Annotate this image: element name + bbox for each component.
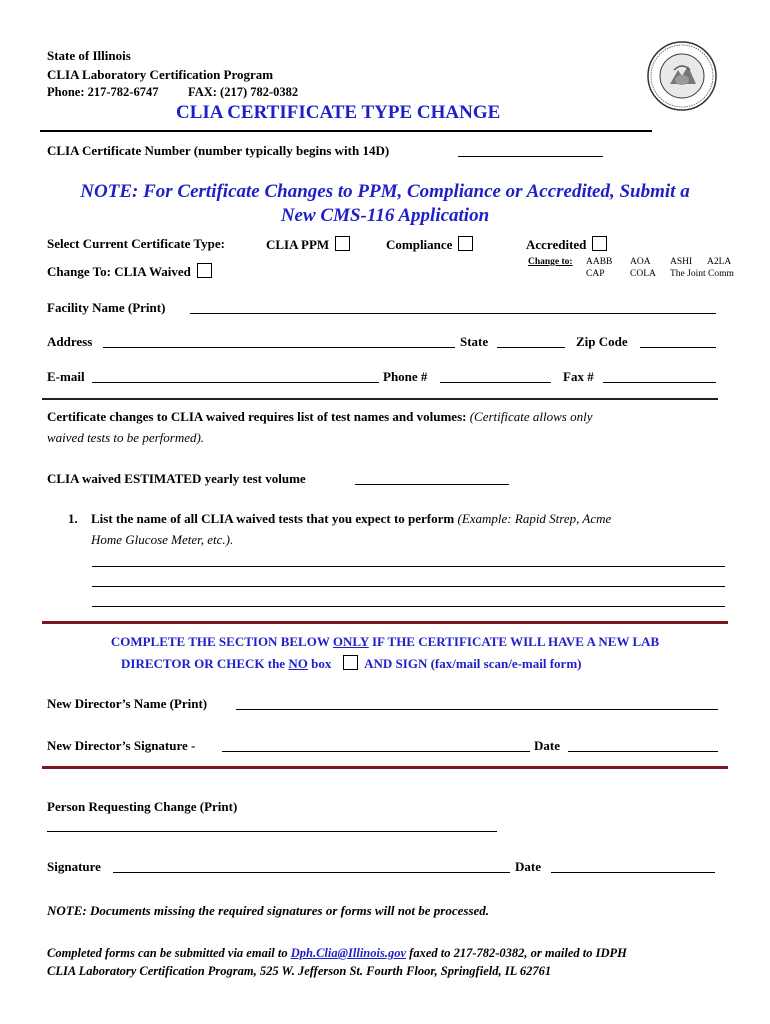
footer-address: CLIA Laboratory Certification Program, 525 W. Jefferson St. Fourth Floor, Springfield, IL 62761 (47, 964, 552, 978)
org-a2la: A2LA (707, 257, 732, 267)
clia-waived-checkbox[interactable] (197, 263, 212, 278)
compliance-label: Compliance (386, 237, 453, 252)
accredited-checkbox[interactable] (592, 236, 607, 251)
footer-submit-a: Completed forms can be submitted via email to (47, 946, 291, 960)
no-new-director-checkbox[interactable] (343, 655, 358, 670)
test-list-line-1[interactable] (92, 566, 725, 567)
requester-signature-label: Signature (47, 859, 101, 874)
org-cap: CAP (586, 269, 605, 279)
new-director-signature-field[interactable] (222, 740, 530, 752)
waived-requirement (47, 409, 727, 425)
volume-label: CLIA waived ESTIMATED yearly test volume (47, 471, 306, 486)
current-type-label: Select Current Certificate Type: (47, 236, 225, 251)
list-example1: (Example: Rapid Strep, Acme (457, 511, 612, 526)
change-to-option (47, 263, 212, 280)
test-list-line-3[interactable] (92, 606, 725, 607)
requester-date-field[interactable] (551, 861, 715, 873)
address-field[interactable] (103, 336, 455, 348)
maroon-rule-1 (42, 621, 728, 624)
section-rule-1 (42, 398, 718, 400)
list-label: List the name of all CLIA waived tests that you expect to perform (91, 511, 455, 526)
org-ashi: ASHI (670, 257, 693, 267)
note-top-line2: New CMS-116 Application (280, 205, 490, 226)
state-seal (646, 40, 718, 112)
change-to-label: Change To: CLIA Waived (47, 264, 191, 279)
fax-label: Fax # (563, 369, 594, 384)
header-state: State of Illinois (47, 48, 131, 63)
requester-name-field[interactable] (47, 820, 497, 832)
ppm-checkbox[interactable] (335, 236, 350, 251)
list-number: 1. (68, 511, 78, 526)
list-example2: Home Glucose Meter, etc.). (91, 532, 234, 547)
state-field[interactable] (497, 336, 565, 348)
director-date-label: Date (534, 738, 560, 753)
org-aoa: AOA (630, 257, 651, 267)
test-list-line-2[interactable] (92, 586, 725, 587)
page-title: CLIA CERTIFICATE TYPE CHANGE (176, 102, 501, 123)
phone-field[interactable] (440, 371, 551, 383)
header-phone: Phone: 217-782-6747 (47, 85, 159, 99)
director-date-field[interactable] (568, 740, 718, 752)
new-director-name-field[interactable] (236, 698, 718, 710)
accredited-label: Accredited (526, 237, 587, 252)
email-field[interactable] (92, 371, 379, 383)
phone-label: Phone # (383, 369, 428, 384)
requester-label: Person Requesting Change (Print) (47, 799, 238, 814)
director-line1-only: ONLY (332, 634, 369, 649)
requester-date-label: Date (515, 859, 541, 874)
header-fax: FAX: (217) 782-0382 (188, 85, 299, 99)
footer-email-link[interactable]: Dph.Clia@Illinois.gov (290, 946, 407, 960)
header-program: CLIA Laboratory Certification Program (47, 67, 274, 82)
zip-label: Zip Code (576, 334, 628, 349)
director-line1-b: IF THE CERTIFICATE WILL HAVE A NEW LAB (368, 634, 660, 649)
waived-requirement-note1: (Certificate allows only (469, 409, 593, 424)
org-joint-comm: The Joint Comm (670, 269, 734, 279)
footer-submit-b: faxed to 217-782-0382, or mailed to IDPH (406, 946, 627, 960)
director-line2-c: AND SIGN (fax/mail scan/e-mail form) (364, 656, 582, 671)
state-label: State (460, 334, 489, 349)
director-line1-a: COMPLETE THE SECTION BELOW (110, 634, 333, 649)
facility-name-field[interactable] (190, 302, 716, 314)
director-instruction-line1 (0, 634, 770, 650)
footer-note: NOTE: Documents missing the required signatures or forms will not be processed. (47, 903, 490, 918)
waived-requirement-text: Certificate changes to CLIA waived requires list of test names and volumes: (47, 409, 467, 424)
requester-signature-field[interactable] (113, 861, 510, 873)
maroon-rule-2 (42, 766, 728, 769)
compliance-checkbox[interactable] (458, 236, 473, 251)
address-label: Address (47, 334, 93, 349)
director-line2-a: DIRECTOR OR CHECK the (121, 656, 289, 671)
ppm-label: CLIA PPM (266, 237, 330, 252)
list-instruction (91, 511, 731, 527)
title-rule (40, 130, 652, 132)
org-aabb: AABB (586, 257, 613, 267)
waived-requirement-note2: waived tests to be performed). (47, 430, 205, 445)
zip-field[interactable] (640, 336, 716, 348)
new-director-signature-label: New Director’s Signature - (47, 738, 196, 753)
certificate-number-field[interactable] (458, 145, 603, 157)
director-instruction-line2 (121, 655, 581, 672)
change-to-small-label: Change to: (528, 257, 573, 267)
director-line2-no: NO (288, 656, 308, 671)
certificate-number-label: CLIA Certificate Number (number typically begins with 14D) (47, 143, 390, 158)
fax-field[interactable] (603, 371, 716, 383)
note-top-line1: NOTE: For Certificate Changes to PPM, Compliance or Accredited, Submit a (80, 181, 690, 202)
ppm-option (266, 236, 350, 253)
accredited-option (526, 236, 607, 253)
email-label: E-mail (47, 369, 85, 384)
facility-name-label: Facility Name (Print) (47, 300, 166, 315)
org-cola: COLA (630, 269, 656, 279)
footer-submit (47, 946, 627, 961)
new-director-name-label: New Director’s Name (Print) (47, 696, 208, 711)
director-line2-b: box (307, 656, 332, 671)
volume-field[interactable] (355, 473, 509, 485)
compliance-option (386, 236, 473, 253)
